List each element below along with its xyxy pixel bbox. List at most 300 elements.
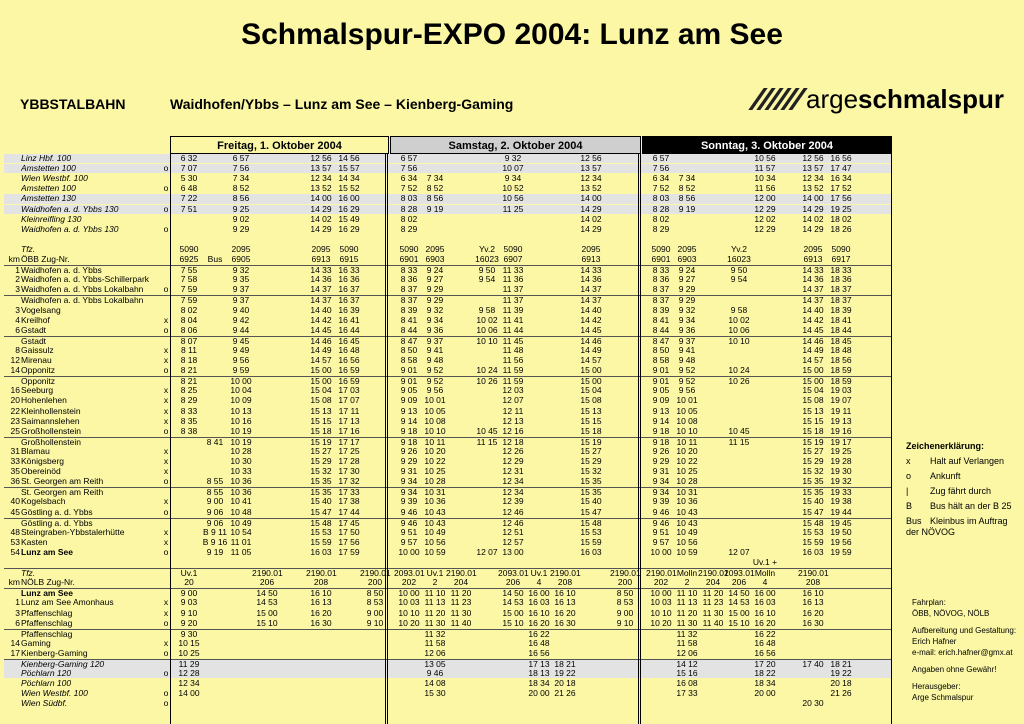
time-cell: 16 59 — [338, 365, 360, 376]
time-cell: 7 34 — [426, 173, 444, 184]
time-cell: 10 36 — [230, 476, 252, 487]
stop-flag: o — [163, 203, 169, 214]
time-cell: 2190.01 — [306, 568, 337, 579]
time-cell: 8 06 — [180, 324, 198, 335]
time-cell: 10 25 — [676, 466, 698, 477]
timetable-row — [4, 558, 892, 567]
time-cell: 20 — [184, 577, 194, 588]
time-cell: 10 43 — [424, 506, 446, 517]
time-cell: 16 20 — [802, 607, 824, 618]
time-cell: 10 13 — [230, 405, 252, 416]
km-cell: 3 — [15, 284, 20, 295]
legend — [906, 439, 1016, 538]
timetable-row — [4, 396, 892, 405]
station-name: Amstetten 130 — [21, 194, 76, 204]
time-cell: 16 03 — [754, 597, 776, 608]
timetable-row — [4, 649, 892, 658]
time-cell: 6917 — [831, 254, 851, 264]
time-cell: 9 19 — [206, 546, 224, 557]
time-cell: 2095 — [677, 243, 697, 254]
day-header-saturday: Samstag, 2. Oktober 2004 — [390, 136, 641, 154]
time-cell: 15 57 — [338, 163, 360, 174]
time-cell: 14 50 — [502, 588, 524, 599]
stop-flag: o — [163, 668, 169, 679]
legend-value: Ankunft — [930, 471, 961, 481]
time-cell: 9 50 — [730, 265, 748, 276]
time-cell: 20 30 — [802, 698, 824, 709]
time-cell: 15 10 — [256, 617, 278, 628]
time-cell: 6 57 — [232, 153, 250, 163]
timetable-row — [4, 205, 892, 214]
time-cell: 16 10 — [554, 588, 576, 599]
time-cell: 2190.01 — [698, 568, 729, 579]
time-cell: 8 44 — [652, 324, 670, 335]
time-cell: 9 48 — [426, 355, 444, 365]
time-cell: 200 — [367, 577, 383, 588]
time-cell: 19 59 — [830, 546, 852, 557]
legend-item — [906, 516, 1016, 538]
km-cell: 22 — [10, 405, 20, 416]
time-cell: 15 00 — [310, 376, 332, 387]
time-cell: 11 10 — [676, 588, 698, 599]
time-cell: 10 28 — [230, 445, 252, 456]
station-name: NÖLB Zug-Nr. — [21, 578, 75, 588]
time-cell: 13 57 — [310, 163, 332, 174]
time-cell: 8 28 — [652, 203, 670, 214]
time-cell: 2190.01 — [360, 568, 391, 579]
time-cell: 9 44 — [232, 324, 250, 335]
time-cell: 9 01 — [400, 376, 418, 387]
time-cell: 17 03 — [338, 385, 360, 396]
time-cell: 2 — [684, 577, 690, 588]
km-cell: 36 — [10, 476, 20, 487]
time-cell: 17 30 — [338, 466, 360, 477]
time-cell: 11 20 — [424, 607, 446, 618]
time-cell: 14 53 — [256, 597, 278, 608]
time-cell: 7 56 — [400, 163, 418, 174]
timetable-row — [4, 487, 892, 497]
time-cell: 9 41 — [678, 344, 696, 355]
time-cell: 15 19 — [802, 436, 824, 447]
time-cell: 14 29 — [310, 223, 332, 234]
time-cell: 10 56 — [676, 536, 698, 547]
time-cell: 11 58 — [424, 637, 446, 648]
time-cell: 10 16 — [230, 415, 252, 426]
timetable-row — [4, 467, 892, 476]
time-cell: 15 15 — [310, 415, 332, 426]
time-cell: 2093.01 — [498, 568, 529, 579]
station-name: Kreilhof — [21, 315, 50, 325]
time-cell: 14 42 — [310, 314, 332, 325]
time-cell: 14 57 — [310, 355, 332, 365]
station-name: Waidhofen a. d. Ybbs Lokalbahn — [21, 296, 144, 306]
time-cell: 11 15 — [476, 436, 498, 447]
timetable-row — [4, 437, 892, 447]
time-cell: 15 13 — [580, 405, 602, 416]
time-cell: 19 25 — [830, 203, 852, 214]
legend-item — [906, 499, 1016, 514]
time-cell: B 9 16 — [202, 536, 228, 547]
time-cell: 15 00 — [802, 365, 824, 376]
stop-flag: o — [163, 324, 169, 335]
time-cell: 9 46 — [400, 517, 418, 528]
time-cell: 2095 — [803, 243, 823, 254]
time-cell: 15 00 — [256, 607, 278, 618]
time-cell: 16 56 — [754, 647, 776, 658]
time-cell: 2093.01 — [394, 568, 425, 579]
time-cell: 15 59 — [580, 536, 602, 547]
time-cell: 9 02 — [232, 213, 250, 224]
station-name: Gstadt — [21, 325, 47, 335]
time-cell: 19 22 — [554, 668, 576, 679]
station-name: Großhollenstein — [21, 437, 82, 447]
km-cell: 31 — [10, 445, 20, 456]
station-name: Göstling a. d. Ybbs — [21, 518, 93, 528]
time-cell: 21 26 — [830, 688, 852, 699]
stop-flag: x — [163, 395, 169, 406]
time-cell: 7 34 — [232, 173, 250, 184]
time-cell: 16 45 — [338, 335, 360, 346]
time-cell: 12 06 — [424, 647, 446, 658]
time-cell: 10 02 — [476, 314, 498, 325]
timetable-row — [4, 154, 892, 163]
time-cell: 19 56 — [830, 536, 852, 547]
time-cell: 18 26 — [830, 223, 852, 234]
time-cell: B 9 11 — [203, 526, 227, 537]
time-cell: 10 09 — [230, 395, 252, 406]
time-cell: 9 42 — [232, 314, 250, 325]
time-cell: 10 49 — [676, 526, 698, 537]
time-cell: 17 13 — [528, 659, 550, 669]
time-cell: 15 29 — [802, 456, 824, 466]
time-cell: 6 34 — [652, 173, 670, 184]
time-cell: 9 18 — [652, 436, 670, 447]
time-cell: 7 59 — [180, 284, 198, 295]
km-cell: 54 — [10, 546, 20, 557]
timetable-row — [4, 609, 892, 618]
time-cell: 10 08 — [424, 415, 446, 426]
time-cell: 13 52 — [802, 183, 824, 194]
time-cell: 9 18 — [400, 436, 418, 447]
timetable-row — [4, 215, 892, 224]
time-cell: 15 32 — [802, 466, 824, 477]
time-cell: 12 34 — [502, 476, 524, 487]
time-cell: 10 20 — [424, 445, 446, 456]
km-cell: 6 — [15, 324, 20, 335]
time-cell: 10 00 — [398, 588, 420, 599]
time-cell: 9 52 — [678, 376, 696, 387]
time-cell: 9 59 — [232, 365, 250, 376]
station-name: Kienberg-Gaming 120 — [21, 660, 105, 669]
time-cell: 5090 — [651, 243, 671, 254]
time-cell: 11 30 — [450, 607, 472, 618]
time-cell: 9 32 — [426, 304, 444, 315]
time-cell: 208 — [313, 577, 329, 588]
time-cell: 17 47 — [830, 163, 852, 174]
time-cell: 14 02 — [310, 213, 332, 224]
time-cell: 14 49 — [310, 344, 332, 355]
time-cell: 16 39 — [338, 304, 360, 315]
time-cell: 18 48 — [830, 344, 852, 355]
time-cell: 9 06 — [206, 517, 224, 528]
time-cell: 11 15 — [728, 436, 750, 447]
time-cell: 10 45 — [728, 425, 750, 436]
timetable-row — [4, 508, 892, 517]
time-cell: 16 29 — [338, 203, 360, 214]
time-cell: 18 37 — [830, 295, 852, 306]
time-cell: 8 29 — [180, 395, 198, 406]
time-cell: 15 18 — [310, 425, 332, 436]
km-cell: 1 — [15, 265, 20, 276]
time-cell: 10 00 — [398, 546, 420, 557]
time-cell: 12 28 — [178, 668, 200, 679]
time-cell: 6913 — [581, 254, 601, 264]
time-cell: 9 06 — [206, 506, 224, 517]
time-cell: 10 28 — [676, 476, 698, 487]
time-cell: 10 19 — [230, 436, 252, 447]
time-cell: Yv.2 — [479, 243, 495, 254]
timetable-row — [4, 578, 892, 587]
stop-flag: x — [163, 607, 169, 618]
time-cell: 16 37 — [338, 295, 360, 306]
time-cell: 15 27 — [802, 445, 824, 456]
time-cell: 14 46 — [310, 335, 332, 346]
time-cell: 2093.01 — [724, 568, 755, 579]
time-cell: 12 34 — [502, 487, 524, 498]
time-cell: 9 09 — [652, 395, 670, 406]
km-cell: 2 — [15, 274, 20, 285]
time-cell: 8 21 — [180, 376, 198, 387]
time-cell: 9 39 — [400, 496, 418, 507]
time-cell: 11 20 — [676, 607, 698, 618]
time-cell: 19 13 — [830, 415, 852, 426]
time-cell: 16 10 — [528, 607, 550, 618]
time-cell: Molln — [754, 568, 776, 579]
time-cell: 8 52 — [426, 183, 444, 194]
time-cell: 14 50 — [256, 588, 278, 599]
time-cell: 2190.01 — [646, 568, 677, 579]
time-cell: 10 36 — [230, 487, 252, 498]
time-cell: 8 02 — [652, 213, 670, 224]
time-cell: 18 34 — [754, 678, 776, 689]
time-cell: 6913 — [803, 254, 823, 264]
time-cell: 17 32 — [338, 476, 360, 487]
time-cell: 2 — [432, 577, 438, 588]
time-cell: 14 00 — [580, 193, 602, 204]
station-name: Kleinhollenstein — [21, 406, 81, 416]
time-cell: 14 37 — [580, 284, 602, 295]
legend-key: B — [906, 501, 913, 511]
timetable-row — [4, 407, 892, 416]
time-cell: 14 00 — [802, 193, 824, 204]
time-cell: 9 57 — [400, 536, 418, 547]
time-cell: 8 47 — [652, 335, 670, 346]
time-cell: 18 56 — [830, 355, 852, 365]
station-name: Wien Südbf. — [21, 699, 68, 709]
station-name: Steingraben-Ybbstalerhütte — [21, 527, 125, 537]
time-cell: 15 49 — [338, 213, 360, 224]
time-cell: Uv.1 — [530, 568, 548, 579]
km-cell: km — [8, 577, 20, 588]
time-cell: 8 39 — [400, 304, 418, 315]
time-cell: 16 56 — [338, 355, 360, 365]
timetable-row — [4, 275, 892, 284]
stop-flag: x — [163, 456, 169, 466]
time-cell: 8 33 — [180, 405, 198, 416]
timetable-row — [4, 669, 892, 678]
timetable-row — [4, 356, 892, 365]
time-cell: 10 41 — [230, 496, 252, 507]
km-cell: 12 — [10, 355, 20, 365]
stop-flag: o — [163, 698, 169, 709]
time-cell: 10 36 — [424, 496, 446, 507]
timetable-row — [4, 285, 892, 294]
time-cell: 9 54 — [730, 274, 748, 285]
time-cell: 7 34 — [678, 173, 696, 184]
time-cell: 9 46 — [426, 668, 444, 679]
time-cell: 8 50 — [400, 344, 418, 355]
station-name: Königsberg — [21, 457, 65, 466]
km-cell: 53 — [10, 536, 20, 547]
time-cell: 14 29 — [310, 203, 332, 214]
time-cell: 16 22 — [528, 628, 550, 639]
station-name: Pöchlarn 100 — [21, 679, 72, 689]
station-name: St. Georgen am Reith — [21, 488, 104, 498]
time-cell: 6913 — [311, 254, 331, 264]
time-cell: 10 10 — [476, 335, 498, 346]
time-cell: 9 29 — [652, 456, 670, 466]
time-cell: 12 34 — [310, 173, 332, 184]
time-cell: 9 58 — [730, 304, 748, 315]
time-cell: 17 45 — [338, 517, 360, 528]
time-cell: 7 07 — [180, 163, 198, 174]
time-cell: 10 36 — [676, 496, 698, 507]
time-cell: 9 34 — [652, 476, 670, 487]
stop-flag: x — [163, 344, 169, 355]
time-cell: 11 37 — [502, 295, 524, 306]
station-name: Opponitz — [21, 377, 56, 387]
time-cell: 7 22 — [180, 193, 198, 204]
station-name: Linz Hbf. 100 — [21, 154, 72, 163]
time-cell: 8 50 — [616, 588, 634, 599]
time-cell: 6903 — [677, 254, 697, 264]
time-cell: 14 33 — [310, 265, 332, 276]
time-cell: 12 18 — [502, 436, 524, 447]
time-cell: 12 07 — [476, 546, 498, 557]
time-cell: 15 53 — [310, 526, 332, 537]
time-cell: 12 46 — [502, 517, 524, 528]
time-cell: 6 57 — [652, 153, 670, 163]
time-cell: 4 — [536, 577, 542, 588]
time-cell: 11 20 — [450, 588, 472, 599]
time-cell: 9 24 — [426, 265, 444, 276]
rail-stripes-icon — [746, 88, 806, 110]
time-cell: 15 40 — [802, 496, 824, 507]
time-cell: 6907 — [503, 254, 523, 264]
km-cell: 20 — [10, 395, 20, 406]
time-cell: 14 37 — [802, 284, 824, 295]
time-cell: 12 39 — [502, 496, 524, 507]
time-cell: 15 48 — [580, 517, 602, 528]
time-cell: 16 00 — [754, 588, 776, 599]
time-cell: 11 30 — [424, 617, 446, 628]
time-cell: 16 48 — [338, 344, 360, 355]
time-cell: 8 58 — [400, 355, 418, 365]
station-name: Saimannslehen — [21, 416, 80, 426]
time-cell: 9 34 — [652, 487, 670, 498]
time-cell: 9 10 — [180, 607, 198, 618]
time-cell: 10 34 — [754, 173, 776, 184]
time-cell: 19 44 — [830, 506, 852, 517]
time-cell: 12 29 — [754, 203, 776, 214]
time-cell: 8 53 — [366, 597, 384, 608]
time-cell: 9 01 — [652, 376, 670, 387]
time-cell: 15 53 — [580, 526, 602, 537]
time-cell: 9 29 — [678, 284, 696, 295]
stop-flag: x — [163, 496, 169, 507]
timetable-row — [4, 538, 892, 547]
timetable-row — [4, 679, 892, 688]
time-cell: 10 02 — [728, 314, 750, 325]
time-cell: 8 33 — [400, 265, 418, 276]
time-cell: 8 56 — [232, 193, 250, 204]
time-cell: 11 40 — [702, 617, 724, 628]
time-cell: 19 33 — [830, 487, 852, 498]
time-cell: 9 05 — [400, 385, 418, 396]
time-cell: 16 48 — [754, 637, 776, 648]
time-cell: 6905 — [231, 254, 251, 264]
time-cell: 15 48 — [802, 517, 824, 528]
time-cell: 11 20 — [702, 588, 724, 599]
time-cell: 8 28 — [400, 203, 418, 214]
time-cell: 7 56 — [652, 163, 670, 174]
time-cell: 12 34 — [580, 173, 602, 184]
time-cell: 13 52 — [310, 183, 332, 194]
time-cell: 6901 — [399, 254, 419, 264]
time-cell: 8 52 — [678, 183, 696, 194]
time-cell: 11 59 — [502, 365, 524, 376]
time-cell: 20 18 — [554, 678, 576, 689]
time-cell: 9 18 — [400, 425, 418, 436]
time-cell: 10 20 — [650, 617, 672, 628]
km-cell: 17 — [10, 647, 20, 658]
time-cell: 16023 — [727, 254, 751, 264]
time-cell: 10 08 — [676, 415, 698, 426]
time-cell: 10 07 — [502, 163, 524, 174]
time-cell: 15 00 — [502, 607, 524, 618]
time-cell: 208 — [805, 577, 821, 588]
time-cell: 14 37 — [310, 295, 332, 306]
time-cell: 13 00 — [502, 546, 524, 557]
time-cell: 14 37 — [580, 295, 602, 306]
time-cell: 12 51 — [502, 526, 524, 537]
station-name: Gaissulz — [21, 345, 54, 355]
time-cell: 15 59 — [310, 536, 332, 547]
timetable-row — [4, 174, 892, 183]
time-cell: 8 37 — [652, 295, 670, 306]
time-cell: 11 01 — [230, 536, 252, 547]
time-cell: 10 03 — [650, 597, 672, 608]
time-cell: 8 18 — [180, 355, 198, 365]
time-cell: 204 — [453, 577, 469, 588]
time-cell: 15 40 — [580, 496, 602, 507]
time-cell: 10 43 — [676, 517, 698, 528]
time-cell: 10 52 — [502, 183, 524, 194]
time-cell: 12 02 — [754, 213, 776, 224]
time-cell: 15 29 — [310, 456, 332, 466]
time-cell: 16 48 — [528, 637, 550, 648]
time-cell: 15 59 — [802, 536, 824, 547]
